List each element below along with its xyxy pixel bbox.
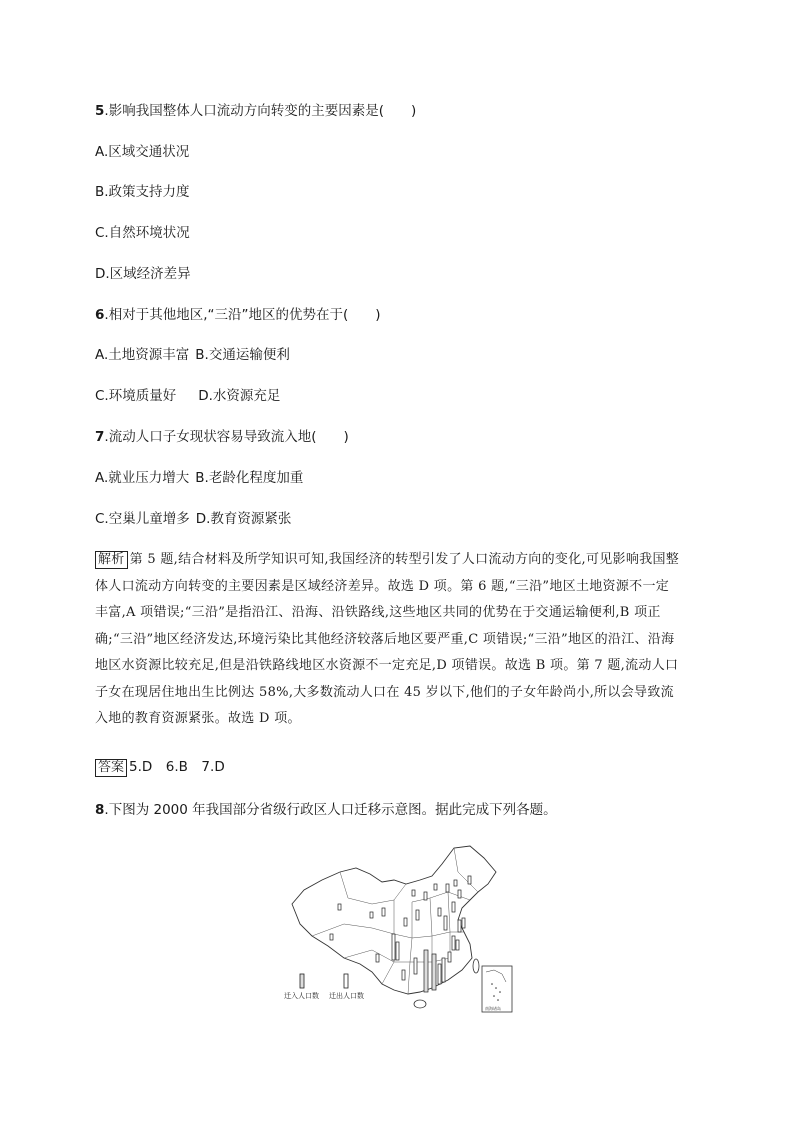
- out-migration-bar: [444, 916, 447, 930]
- hainan-island: [414, 1000, 426, 1008]
- out-migration-bar: [456, 940, 459, 950]
- out-migration-bar: [376, 954, 379, 962]
- out-migration-bar: [338, 904, 341, 910]
- legend-symbols: [282, 972, 402, 990]
- question-text: .流动人口子女现状容易导致流入地( ): [104, 429, 349, 445]
- province-boundary: [312, 924, 412, 938]
- question-5-option-a: A.区域交通状况: [95, 144, 190, 160]
- province-boundary: [340, 872, 406, 904]
- question-6-options-ab: [95, 345, 290, 365]
- in-migration-bar: [330, 934, 333, 940]
- in-migration-bar: [454, 880, 457, 886]
- answer-text: 5.D 6.B 7.D: [129, 759, 225, 775]
- map-legend: [282, 972, 402, 1008]
- in-migration-bar: [432, 954, 436, 990]
- question-7-stem: [95, 427, 349, 447]
- in-migration-bar: [434, 884, 437, 890]
- question-7-option-d: D.教育资源紧张: [195, 511, 292, 527]
- question-6-stem: [95, 305, 381, 325]
- analysis-line: 确;“三沿”地区经济发达,环境污染比其他经济较落后地区要严重,C 项错误;“三沿”地区的沿江、沿海: [95, 631, 675, 647]
- analysis-tag: 解析: [95, 551, 128, 569]
- in-migration-bar: [402, 970, 405, 980]
- province-boundary: [408, 902, 412, 994]
- question-6-option-c: C.环境质量好: [95, 388, 177, 404]
- question-8-stem: [95, 800, 557, 820]
- question-number: 6: [95, 307, 105, 323]
- province-boundary: [412, 932, 464, 938]
- inset-label: 南海诸岛: [485, 1006, 501, 1011]
- analysis-line: 入地的教育资源紧张。故选 D 项。: [95, 711, 301, 726]
- in-migration-bar: [370, 912, 373, 918]
- in-migration-bar: [448, 952, 451, 962]
- question-5-stem: [95, 101, 416, 121]
- analysis-line: 解析 第 5 题,结合材料及所学知识可知,我国经济的转型引发了人口流动方向的变化,可见影响我国整: [95, 547, 709, 574]
- answer-tag: 答案: [95, 759, 127, 777]
- question-5-option-c: C.自然环境状况: [95, 225, 190, 241]
- taiwan-island: [473, 959, 479, 973]
- question-number: 8: [95, 802, 105, 818]
- question-5-option-d: D.区域经济差异: [95, 266, 191, 282]
- question-7-options-cd: [95, 509, 291, 529]
- in-migration-bar: [392, 934, 395, 960]
- legend-out-label: 迁出人口数: [329, 992, 364, 1000]
- analysis-line: 子女在现居住地出生比例达 58%,大多数流动人口在 45 岁以下,他们的子女年龄尚小,所以会导致流: [95, 684, 674, 700]
- out-migration-bar: [438, 964, 441, 984]
- answer-line: [95, 757, 225, 777]
- question-7-option-a: A.就业压力增大: [95, 470, 190, 486]
- analysis-line: 丰富,A 项错误;“三沿”是指沿江、沿海、沿铁路线,这些地区共同的优势在于交通运输便利,B 项正: [95, 605, 661, 620]
- province-boundary: [448, 892, 450, 958]
- question-7-options-ab: [95, 468, 303, 488]
- question-6-option-a: A.土地资源丰富: [95, 347, 190, 363]
- question-text: .下图为 2000 年我国部分省级行政区人口迁移示意图。据此完成下列各题。: [104, 802, 557, 818]
- legend-in-label: 迁入人口数: [284, 992, 319, 1000]
- question-text: .影响我国整体人口流动方向转变的主要因素是( ): [104, 103, 417, 119]
- legend-out-symbol: [344, 974, 348, 988]
- in-migration-bar: [458, 890, 461, 898]
- out-migration-bar: [468, 876, 471, 884]
- analysis-line: 体人口流动方向转变的主要因素是区域经济差异。故选 D 项。第 6 题,“三沿”地区土地资源不一定: [95, 578, 670, 594]
- in-migration-bar: [438, 908, 441, 916]
- question-number: 5: [95, 103, 105, 119]
- question-7-option-c: C.空巢儿童增多: [95, 511, 190, 527]
- in-migration-bar: [424, 950, 428, 992]
- out-migration-bar: [416, 910, 419, 920]
- out-migration-bar: [414, 958, 417, 974]
- legend-in-symbol: [300, 974, 304, 988]
- out-migration-bar: [382, 908, 385, 916]
- out-migration-bar: [458, 920, 461, 932]
- question-number: 7: [95, 429, 105, 445]
- question-text: .相对于其他地区,“三沿”地区的优势在于( ): [104, 307, 381, 323]
- question-6-option-d: D.水资源充足: [198, 388, 281, 404]
- in-migration-bar: [452, 936, 455, 950]
- question-6-options-cd: [95, 386, 280, 406]
- question-6-option-b: B.交通运输便利: [195, 347, 290, 363]
- in-migration-bar: [404, 918, 407, 926]
- in-migration-bar: [412, 890, 415, 896]
- out-migration-bar: [446, 884, 449, 892]
- out-migration-bar: [424, 892, 427, 900]
- out-migration-bar: [442, 958, 445, 982]
- analysis-block: [95, 547, 709, 733]
- province-boundary: [454, 848, 478, 892]
- out-migration-bar: [396, 942, 399, 960]
- analysis-line: 地区水资源比较充足,但是沿铁路线地区水资源不一定充足,D 项错误。故选 B 项。第 7 题,流动人口: [95, 658, 679, 673]
- question-7-option-b: B.老龄化程度加重: [195, 470, 304, 486]
- out-migration-bar: [452, 902, 455, 912]
- question-5-option-b: B.政策支持力度: [95, 184, 190, 200]
- in-migration-bar: [462, 918, 465, 928]
